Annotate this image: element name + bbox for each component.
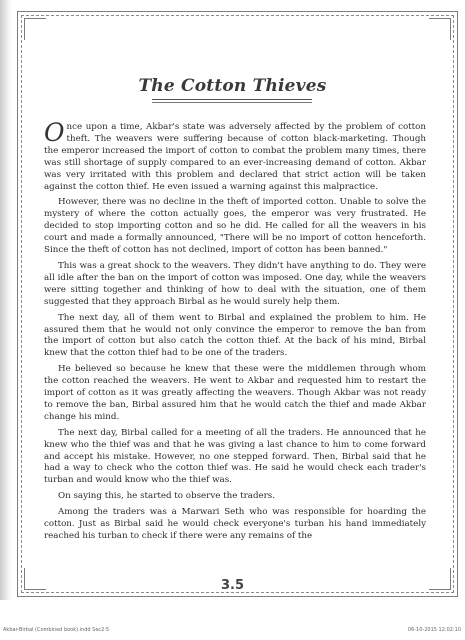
border-corner-ornament [429,18,451,40]
border-corner-ornament [24,18,46,40]
paragraph [44,118,426,193]
paragraph: He believed so because he knew that these were the middlemen through whom the cotton reached the weavers. He went to Akbar and requested him to restart the import of cotton as it was greatly affecting the weavers. Though Akbar was not ready to remove the ban, Birbal assured him that he would catch the thief and made Akbar change his mind. [44,364,426,422]
drop-cap: O [44,118,65,147]
paragraph: The next day, all of them went to Birbal and explained the problem to him. He assured them that he would not only convince the emperor to remove the ban from the import of cotton but also catch the cotton thief. At the back of his mind, Birbal knew that the cotton thief had to be one of the traders. [44,312,426,359]
title-underline [152,102,312,103]
paragraph: This was a great shock to the weavers. They didn't have anything to do. They were all idle after the ban on the import of cotton was imposed. One day, while the weavers were sitting together and thinking of how to deal with the situation, one of them suggested that they approach Birbal as he would surely help them. [44,260,426,307]
paragraph: However, there was no decline in the theft of imported cotton. Unable to solve the mystery of where the cotton actually goes, the emperor was very frustrated. He decided to stop importing cotton and so he did. He called for all the weavers in his court and made a formally announced, "There will be no import of cotton henceforth. Since the theft of cotton has not declined, import of cotton has been banned." [44,197,426,256]
story-title: The Cotton Thieves [138,76,327,96]
paragraph: Among the traders was a Marwari Seth who was responsible for hoarding the cotton. Just as Birbal said he would check everyone's turban his hand immediately reached his turban to check if there were any remains of the [44,507,426,541]
title-underline [152,99,312,100]
paragraph: The next day, Birbal called for a meeting of all the traders. He announced that he knew who the thief was and that he was giving a last chance to him to come forward and accept his mistake. However, no one stepped forward. Then, Birbal said that he had a way to check who the cotton thief was. He said he would check each trader's turban and would know who the thief was. [44,427,426,486]
page-number: 3.5 [220,578,245,593]
footer-file-info: Akbar-Birbal (Combined book).indd Sec2:5 [3,627,110,633]
footer-timestamp: 06-10-2015 12:02:10 [407,627,461,633]
paragraph: On saying this, he started to observe the traders. [58,491,276,502]
story-body [44,118,426,547]
paragraph-text: nce upon a time, Akbar's state was adversely affected by the problem of cotton theft. The weavers were suffering because of cotton black-marketing. Though the emperor increased the import of cotton to combat the problem many times, there was still shortage of supply compared to an ever-increasing demand of cotton. Akbar was very irritated with this problem and declared that strict action will be taken against the cotton thief. He even issued a warning against this malpractice. [44,122,426,192]
